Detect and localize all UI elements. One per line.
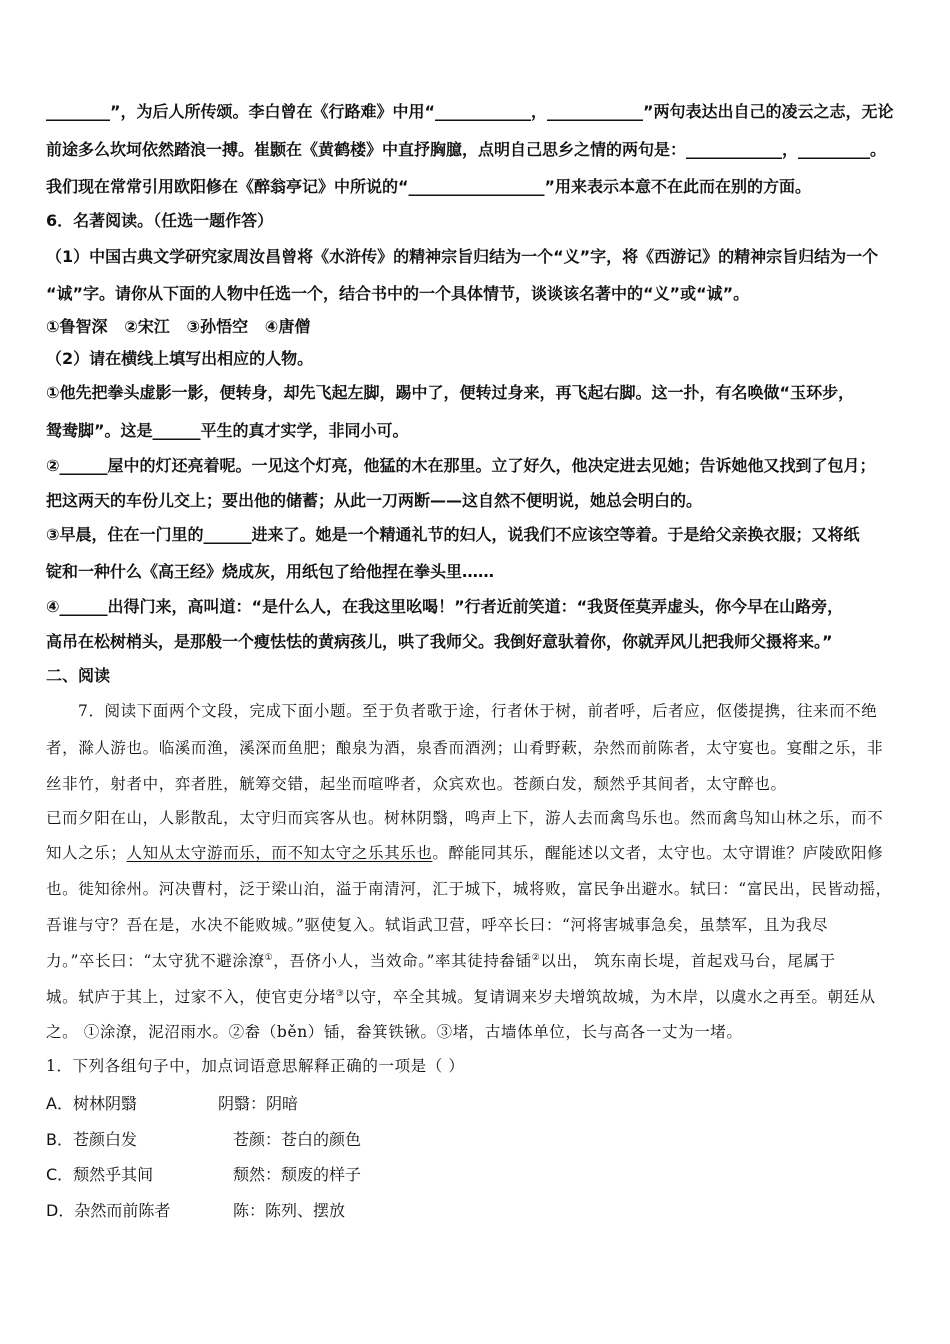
question-1-stem: 1．下列各组句子中，加点词语意思解释正确的一项是（ ） [46, 1057, 465, 1075]
passage-line-5 [46, 842, 883, 864]
option-d-stem: D．杂然而前陈者 [46, 1201, 171, 1220]
passage-line-4: 已而夕阳在山，人影散乱，太守归而宾客从也。树林阴翳，鸣声上下，游人去而禽鸟乐也。然而禽鸟知山林之乐，而不 [46, 809, 884, 827]
question-6-heading: 6．名著阅读。（任选一题作答） [46, 211, 274, 230]
passage-line-6: 也。徙知徐州。河决曹村，泛于梁山泊，溢于南清河，汇于城下，城将败，富民争出避水。轼曰：“富民出，民皆动摇， [46, 880, 892, 898]
excerpt-2-line2: 把这两天的车份儿交上；要出他的储蓄；从此一刀两断——这自然不便明说，她总会明白的。 [46, 491, 703, 510]
fill-blank-line-2: 前途多么坎坷依然踏浪一搏。崔颢在《黄鹤楼》中直抒胸臆，点明自己思乡之情的两句是：____________，_________。 [46, 140, 887, 159]
option-b-explanation: 苍颜：苍白的颜色 [233, 1130, 362, 1149]
excerpt-3-line1: ③早晨，住在一门里的______进来了。她是一个精通礼节的妇人，说我们不应该空等着。于是给父亲换衣服；又将纸 [46, 525, 860, 544]
question-6-part2-heading: （2）请在横线上填写出相应的人物。 [46, 349, 314, 368]
question-6-part1-line2: “诚”字。请你从下面的人物中任选一个，结合书中的一个具体情节，谈谈该名著中的“义”或“诚”。 [46, 284, 750, 303]
footnote-mark-1: ① [264, 952, 274, 963]
fill-blank-line-3: 我们现在常常引用欧阳修在《醉翁亭记》中所说的“_________________”用来表示本意不在此而在别的方面。 [46, 177, 812, 196]
excerpt-4-line1: ④______出得门来，高叫道：“是什么人，在我这里吆喝！”行者近前笑道：“我贤侄莫弄虚头，你今早在山路旁， [46, 597, 844, 616]
option-c-explanation: 颓然：颓废的样子 [233, 1165, 362, 1184]
excerpt-2-line1: ②______屋中的灯还亮着呢。一见这个灯亮，他猛的木在那里。立了好久，他决定进去见她；告诉她他又找到了包月； [46, 456, 876, 475]
passage-line-8-part-b: ，吾侪小人，当效命。”率其徒持畚锸 [273, 952, 532, 970]
section-2-heading: 二、阅读 [46, 666, 111, 685]
passage-line-5-start: 知人之乐； [46, 844, 127, 862]
passage-line-1: 7．阅读下面两个文段，完成下面小题。至于负者歌于途，行者休于树，前者呼，后者应，伛偻提携，往来而不绝 [78, 702, 878, 720]
passage-line-3: 丝非竹，射者中，弈者胜，觥筹交错，起坐而喧哗者，众宾欢也。苍颜白发，颓然乎其间者，太守醉也。 [46, 775, 787, 793]
passage-line-8-part-a: 力。”卒长曰：“太守犹不避涂潦 [46, 952, 265, 970]
footnotes-line: 之。 ①涂潦，泥沼雨水。②畚（běn）锸，畚箕铁锹。③堵，古墙体单位，长与高各一丈为一堵。 [46, 1023, 743, 1041]
footnote-mark-2: ② [531, 952, 541, 963]
passage-line-9-part-a: 城。轼庐于其上，过家不入，使官吏分堵 [46, 988, 336, 1006]
excerpt-1-line2: 鸳鸯脚”。这是______平生的真才实学，非同小可。 [46, 421, 409, 440]
question-6-part1-line1: （1）中国古典文学研究家周汝昌曾将《水浒传》的精神宗旨归结为一个“义”字，将《西游记》的精神宗旨归结为一个 [46, 247, 879, 266]
character-choices: ①鲁智深 ②宋江 ③孙悟空 ④唐僧 [46, 317, 311, 336]
passage-line-9-part-b: 以守，卒全其城。复请调来岁夫增筑故城，为木岸，以虞水之再至。朝廷从 [344, 988, 876, 1006]
excerpt-1-line1: ①他先把拳头虚影一影，便转身，却先飞起左脚，踢中了，便转过身来，再飞起右脚。这一扑，有名唤做“玉环步， [46, 383, 855, 402]
option-d-explanation: 陈：陈列、摆放 [233, 1201, 346, 1220]
excerpt-3-line2: 锭和一种什么《高王经》烧成灰，用纸包了给他捏在拳头里…… [46, 562, 495, 581]
passage-line-8-part-c: 以出， 筑东南长堤，首起戏马台，尾属于 [540, 952, 836, 970]
passage-line-2: 者，滁人游也。临溪而渔，溪深而鱼肥；酿泉为酒，泉香而酒洌；山肴野蔌，杂然而前陈者，太守宴也。宴酣之乐，非 [46, 739, 884, 757]
passage-line-9 [46, 986, 876, 1008]
option-b-stem: B．苍颜白发 [46, 1130, 137, 1149]
fill-blank-line-1: ________”，为后人所传颂。李白曾在《行路难》中用“____________，____________”两句表达出自己的凌云之志，无论 [46, 102, 894, 121]
passage-line-8 [46, 950, 836, 972]
passage-line-7: 吾谁与守？吾在是，水决不能败城。”驱使复入。轼诣武卫营，呼卒长曰：“河将害城事急矣，虽禁军，且为我尽 [46, 916, 829, 934]
excerpt-4-line2: 高吊在松树梢头，是那般一个瘦怯怯的黄病孩儿，哄了我师父。我倒好意驮着你，你就弄风儿把我师父摄将来。” [46, 632, 833, 651]
underlined-sentence: 人知从太守游而乐，而不知太守之乐其乐也 [126, 844, 433, 862]
footnote-mark-3: ③ [335, 988, 345, 999]
passage-line-5-end: 。醉能同其乐，醒能述以文者，太守也。太守谓谁？庐陵欧阳修 [432, 844, 884, 862]
option-a-stem: A．树林阴翳 [46, 1094, 137, 1113]
option-c-stem: C．颓然乎其间 [46, 1165, 154, 1184]
option-a-explanation: 阴翳：阴暗 [218, 1094, 299, 1113]
